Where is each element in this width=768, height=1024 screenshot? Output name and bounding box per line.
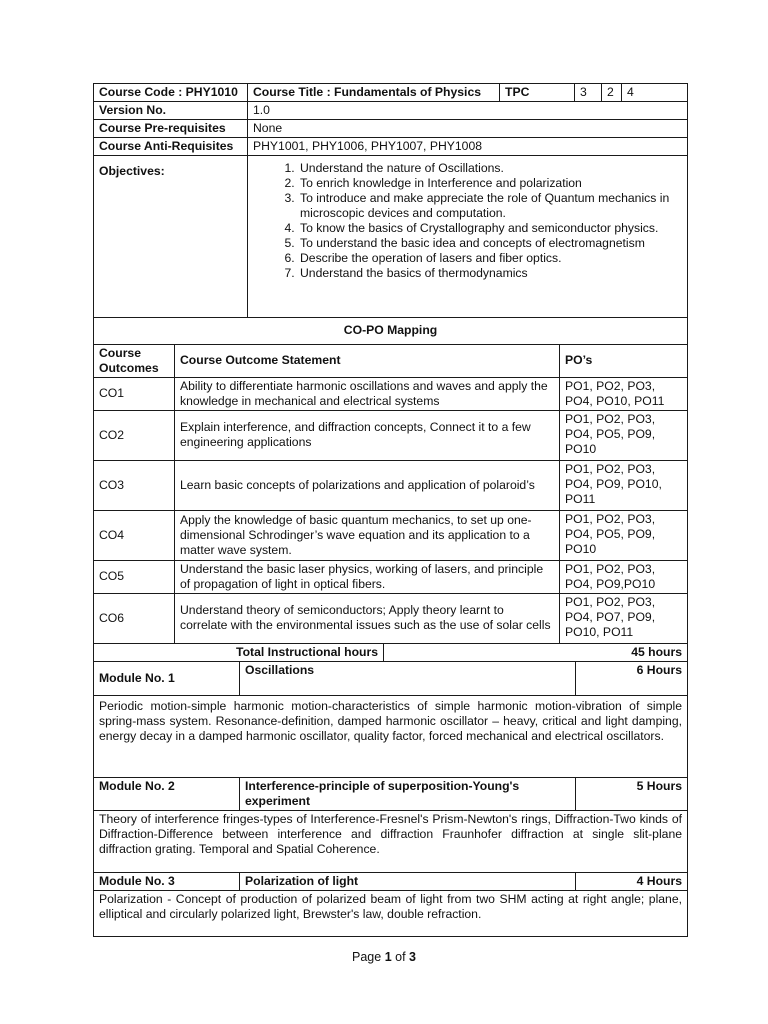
col-statement: Course Outcome Statement <box>175 344 560 377</box>
objective-item: 3. To introduce and make appreciate the role of Quantum mechanics in microscopic devices and computation. <box>298 191 682 221</box>
co-id: CO4 <box>94 510 175 560</box>
objective-item: 2. To enrich knowledge in Interference and polarization <box>298 176 682 191</box>
module-number: Module No. 2 <box>94 777 240 810</box>
objective-item: 5. To understand the basic idea and concepts of electromagnetism <box>298 236 682 251</box>
copo-title: CO-PO Mapping <box>94 318 688 344</box>
course-title: Course Title : Fundamentals of Physics <box>248 84 500 102</box>
total-hours-label: Total Instructional hours <box>94 644 384 662</box>
co-statement: Ability to differentiate harmonic oscillations and waves and apply the knowledge in mechanical and electrical systems <box>175 377 560 410</box>
copo-table <box>93 318 688 644</box>
course-header-table <box>93 83 688 318</box>
objective-item: 6. Describe the operation of lasers and fiber optics. <box>298 251 682 266</box>
objectives-label: Objectives: <box>94 156 248 318</box>
col-outcomes: Course Outcomes <box>94 344 175 377</box>
objectives-list <box>253 161 682 281</box>
prereq-label: Course Pre-requisites <box>94 120 248 138</box>
tpc-credits: 4 <box>622 84 688 102</box>
table-row <box>94 410 688 460</box>
module-title: Interference-principle of superposition-Young's experiment <box>240 777 576 810</box>
total-hours-value: 45 hours <box>384 644 688 662</box>
version-value: 1.0 <box>248 102 688 120</box>
module-title: Oscillations <box>240 662 576 695</box>
co-pos: PO1, PO2, PO3, PO4, PO7, PO9, PO10, PO11 <box>560 593 688 643</box>
page-prefix: Page <box>352 950 385 964</box>
table-row <box>94 377 688 410</box>
version-label: Version No. <box>94 102 248 120</box>
page-current: 1 <box>384 950 392 964</box>
page-footer <box>0 950 768 964</box>
tpc-practical: 2 <box>602 84 622 102</box>
co-statement: Understand the basic laser physics, working of lasers, and principle of propagation of light in optical fibers. <box>175 560 560 593</box>
objective-item: 4. To know the basics of Crystallography and semiconductor physics. <box>298 221 682 236</box>
co-pos: PO1, PO2, PO3, PO4, PO9,PO10 <box>560 560 688 593</box>
co-id: CO3 <box>94 460 175 510</box>
module-hours: 5 Hours <box>576 777 688 810</box>
table-row <box>94 460 688 510</box>
antireq-value: PHY1001, PHY1006, PHY1007, PHY1008 <box>248 138 688 156</box>
module-content: Periodic motion-simple harmonic motion-characteristics of simple harmonic motion-vibration of simple spring-mass system. Resonance-definition, damped harmonic oscillator – heavy, critical and light damping, energy decay in a damped harmonic oscillator, quality factor, forced mechanical and electrical oscillators. <box>94 695 688 777</box>
total-hours-table <box>93 644 688 663</box>
module-number: Module No. 1 <box>94 662 240 695</box>
co-statement: Explain interference, and diffraction concepts, Connect it to a few engineering applications <box>175 410 560 460</box>
co-id: CO2 <box>94 410 175 460</box>
syllabus-page <box>93 83 687 937</box>
antireq-label: Course Anti-Requisites <box>94 138 248 156</box>
objective-item: 1. Understand the nature of Oscillations. <box>298 161 682 176</box>
objectives-cell <box>248 156 688 318</box>
page-of: of <box>391 950 410 964</box>
course-code: Course Code : PHY1010 <box>94 84 248 102</box>
module-content: Polarization - Concept of production of polarized beam of light from two SHM acting at right angle; plane, elliptical and circularly polarized light, Brewster's law, double refraction. <box>94 890 688 936</box>
co-pos: PO1, PO2, PO3, PO4, PO9, PO10, PO11 <box>560 460 688 510</box>
co-statement: Apply the knowledge of basic quantum mechanics, to set up one-dimensional Schrodinger’s wave equation and its application to a matter wave system. <box>175 510 560 560</box>
objective-item: 7. Understand the basics of thermodynamics <box>298 266 682 281</box>
co-statement: Learn basic concepts of polarizations and application of polaroid’s <box>175 460 560 510</box>
table-row <box>94 593 688 643</box>
modules-table <box>93 662 688 937</box>
tpc-label: TPC <box>500 84 575 102</box>
col-pos: PO’s <box>560 344 688 377</box>
prereq-value: None <box>248 120 688 138</box>
module-title: Polarization of light <box>240 872 576 890</box>
table-row <box>94 510 688 560</box>
co-id: CO6 <box>94 593 175 643</box>
co-pos: PO1, PO2, PO3, PO4, PO5, PO9, PO10 <box>560 510 688 560</box>
tpc-theory: 3 <box>575 84 602 102</box>
co-statement: Understand theory of semiconductors; Apply theory learnt to correlate with the environmental issues such as the use of solar cells <box>175 593 560 643</box>
page-total: 3 <box>409 950 416 964</box>
co-pos: PO1, PO2, PO3, PO4, PO10, PO11 <box>560 377 688 410</box>
module-number: Module No. 3 <box>94 872 240 890</box>
table-row <box>94 560 688 593</box>
co-id: CO5 <box>94 560 175 593</box>
co-id: CO1 <box>94 377 175 410</box>
module-hours: 4 Hours <box>576 872 688 890</box>
module-content: Theory of interference fringes-types of Interference-Fresnel's Prism-Newton's rings, Diffraction-Two kinds of Diffraction-Difference between interference and diffraction Fraunhofer diffraction at single slit-plane diffraction grating. Temporal and Spatial Coherence. <box>94 810 688 872</box>
module-hours: 6 Hours <box>576 662 688 695</box>
co-pos: PO1, PO2, PO3, PO4, PO5, PO9, PO10 <box>560 410 688 460</box>
